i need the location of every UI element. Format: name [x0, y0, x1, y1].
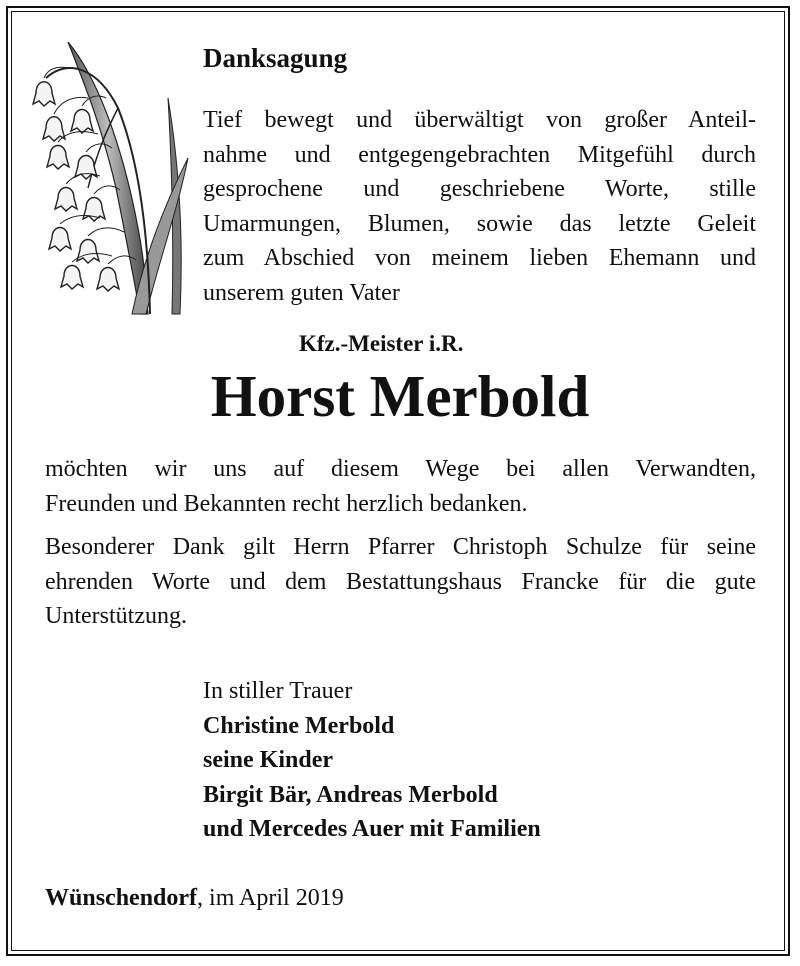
- mourning-intro: In stiller Trauer: [203, 678, 353, 704]
- intro-text: [203, 103, 756, 310]
- intro-line: gesprochene und geschriebene Worte, stille: [203, 176, 756, 202]
- intro-line: unserem guten Vater: [203, 279, 400, 306]
- special-thanks-text: [45, 530, 756, 634]
- place-date: [45, 881, 344, 915]
- thanks-line: möchten wir uns auf diesem Wege bei allen Verwandten,: [45, 456, 756, 482]
- intro-line: Umarmungen, Blumen, sowie das letzte Geleit: [203, 210, 756, 237]
- place-name: Wünschendorf: [45, 885, 198, 911]
- special-thanks-line: Unterstützung.: [45, 603, 187, 629]
- special-thanks-line: Besonderer Dank gilt Herrn Pfarrer Christoph Schulze für seine: [45, 534, 756, 560]
- thanks-line: Freunden und Bekannten recht herzlich bedanken.: [45, 490, 528, 517]
- mourner-name: Christine Merbold: [203, 712, 395, 739]
- lily-of-the-valley-icon: [28, 38, 198, 320]
- deceased-title: Kfz.-Meister i.R.: [299, 331, 464, 356]
- special-thanks-line: ehrenden Worte und dem Bestattungshaus Francke für die gute: [45, 568, 756, 595]
- mourner-name: seine Kinder: [203, 747, 333, 773]
- mourner-name: und Mercedes Auer mit Familien: [203, 816, 541, 842]
- heading: Danksagung: [203, 43, 348, 73]
- intro-line: Tief bewegt und überwältigt von großer Anteil-: [203, 107, 756, 133]
- deceased-name: Horst Merbold: [210, 363, 590, 429]
- date-text: , im April 2019: [197, 885, 344, 911]
- intro-line: nahme und entgegengebrachten Mitgefühl durch: [203, 141, 756, 168]
- thanks-text: [45, 452, 756, 521]
- intro-line: zum Abschied von meinem lieben Ehemann und: [203, 245, 756, 271]
- mourner-name: Birgit Bär, Andreas Merbold: [203, 781, 498, 808]
- signature-block: [203, 674, 541, 847]
